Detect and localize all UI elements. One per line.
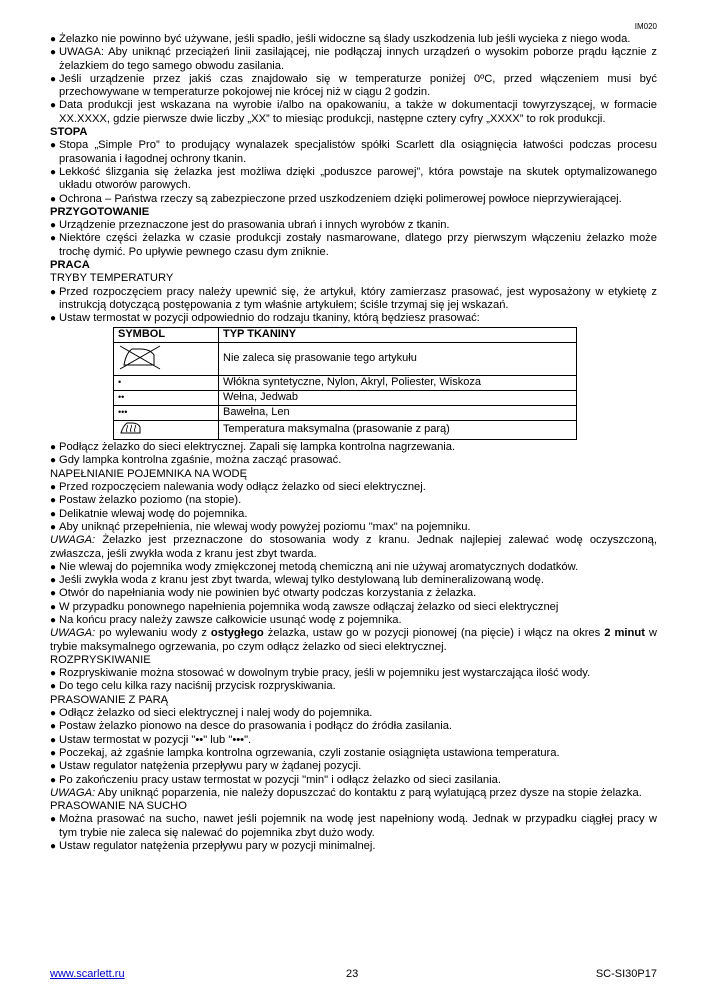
table-row <box>114 390 577 405</box>
list-item: ● Data produkcji jest wskazana na wyrobie i/albo na opakowaniu, a także w dokumentacji towyrzyszącej, w formacie XX.XXXX, gdzie pierwsze dwie liczby „XX” to miesiąc produkcji, następne cztery cyfry „XXXX” to rok produkcji. <box>50 99 657 125</box>
no-iron-icon <box>114 343 210 371</box>
section-heading-praca: PRACA <box>50 259 90 272</box>
list-item: ● Do tego celu kilka razy naciśnij przycisk rozpryskiwania. <box>50 680 336 693</box>
list-item: ● Delikatnie wlewaj wodę do pojemnika. <box>50 507 248 520</box>
table-cell-type: Temperatura maksymalna (prasowanie z parą) <box>219 420 577 439</box>
list-item: ● Rozpryskiwanie można stosować w dowolnym trybie pracy, jeśli w pojemniku jest wystarczająca ilość wody. <box>50 667 591 680</box>
section-heading-stopa: STOPA <box>50 126 88 139</box>
list-item: ● Jeśli zwykła woda z kranu jest zbyt twarda, wlewaj tylko destylowaną lub demineralizowaną wodę. <box>50 574 545 587</box>
list-item: ● Przed rozpoczęciem nalewania wody odłącz żelazko od sieci elektrycznej. <box>50 481 426 494</box>
list-item: ● Niektóre części żelazka w czasie produkcji zostały nasmarowane, dlatego przy pierwszym włączeniu żelazko może trochę dymić. Po upływie pewnego czasu dym zniknie. <box>50 232 657 258</box>
list-item: ● Poczekaj, aż zgaśnie lampka kontrolna ogrzewania, czyli zostanie osiągnięta ustawiona temperatura. <box>50 746 560 759</box>
table-row <box>114 420 577 439</box>
list-item: ● Przed rozpoczęciem pracy należy upewnić się, że artykuł, który zamierzasz prasować, jest wyposażony w etykietę z instrukcją dotyczącą postępowania z tym właśnie artykułem; ściśle trzymaj się jej wskazań. <box>50 285 657 311</box>
page-number: 23 <box>346 968 359 980</box>
section-heading-rozpryskiwanie: ROZPRYSKIWANIE <box>50 653 151 666</box>
list-item: ● Otwór do napełniania wody nie powinien być otwarty podczas korzystania z żelazka. <box>50 587 477 600</box>
table-cell-symbol <box>114 342 219 375</box>
table-row <box>114 342 577 375</box>
list-item: ● Można prasować na sucho, nawet jeśli pojemnik na wodę jest napełniony wodą. Jednak w przypadku ciągłej pracy w tym trybie nie zaleca się nalewać do pojemnika zbyt dużo wody. <box>50 813 657 839</box>
table-cell-symbol: • <box>114 375 219 390</box>
list-item: ● Odłącz żelazko od sieci elektrycznej i nalej wody do pojemnika. <box>50 707 373 720</box>
list-item: ● Ustaw termostat w pozycji "••" lub "•••". <box>50 733 252 746</box>
document-page <box>50 22 657 853</box>
section-heading-napelnianie: NAPEŁNIANIE POJEMNIKA NA WODĘ <box>50 467 248 480</box>
table-cell-symbol <box>114 420 219 439</box>
table-cell-type: Nie zaleca się prasowanie tego artykułu <box>219 342 577 375</box>
model-number: SC-SI30P17 <box>595 968 657 980</box>
table-header-symbol: SYMBOL <box>114 327 219 342</box>
table-cell-type: Bawełna, Len <box>219 405 577 420</box>
list-item: ● Ochrona – Państwa rzeczy są zabezpieczone przed uszkodzeniem dzięki polimerowej powłoce nieprzywierającej. <box>50 192 622 205</box>
list-item: ● Lekkość ślizgania się żelazka jest możliwa dzięki „poduszce parowej”, która powstaje na skutek optymalizowanego układu otworów parowych. <box>50 165 657 192</box>
document-code: IM020 <box>634 22 657 31</box>
table-row <box>114 405 577 420</box>
list-item: ● Urządzenie przeznaczone jest do prasowania ubrań i innych wyrobów z tkanin. <box>50 219 450 232</box>
section-heading-przygotowanie: PRZYGOTOWANIE <box>50 205 150 218</box>
section-heading-prasowanie-na-sucho: PRASOWANIE NA SUCHO <box>50 800 187 813</box>
list-item: ● Podłącz żelazko do sieci elektrycznej. Zapali się lampka kontrolna nagrzewania. <box>50 441 456 454</box>
fabric-symbol-table <box>113 327 577 441</box>
table-cell-symbol: ••• <box>114 405 219 420</box>
intro-list <box>50 33 657 126</box>
list-item: ● Ustaw regulator natężenia przepływu pary w pozycji minimalnej. <box>50 840 376 853</box>
list-item: ● Żelazko nie powinno być używane, jeśli spadło, jeśli widoczne są ślady uszkodzenia lub jeśli wycieka z niego woda. <box>50 33 631 45</box>
list-item: ● Nie wlewaj do pojemnika wody zmiękczonej metodą chemiczną ani nie używaj aromatycznych dodatków. <box>50 560 579 573</box>
list-item: ● Stopa „Simple Pro” to produjący wynalazek specjalistów spółki Scarlett dla osiągnięcia łatwości podczas procesu prasowania i łagodnej ochrony tkanin. <box>50 139 657 165</box>
table-header-type: TYP TKANINY <box>219 327 577 342</box>
table-row <box>114 375 577 390</box>
list-item: ● Gdy lampka kontrolna zgaśnie, można zacząć prasować. <box>50 454 342 467</box>
subheading-tryby: TRYBY TEMPERATURY <box>50 272 174 285</box>
list-item: ● Ustaw regulator natężenia przepływu pary w żądanej pozycji. <box>50 760 362 773</box>
list-item: ● Aby uniknąć przepełnienia, nie wlewaj wody powyżej poziomu "max" na pojemniku. <box>50 520 471 533</box>
warning-note: UWAGA: Aby uniknąć poparzenia, nie należy dopuszczać do kontaktu z parą wylatującą przez dysze na stopie żelazka. <box>50 786 642 799</box>
table-header-row <box>114 327 577 342</box>
list-item: ● Po zakończeniu pracy ustaw termostat w pozycji "min" i odłącz żelazko od sieci zasilania. <box>50 773 501 786</box>
list-item: ● Postaw żelazko poziomo (na stopie). <box>50 494 242 507</box>
list-item: ● Ustaw termostat w pozycji odpowiednio do rodzaju tkaniny, którą będziesz prasować: <box>50 312 480 325</box>
section-heading-prasowanie-z-para: PRASOWANIE Z PARĄ <box>50 693 169 706</box>
list-item: ● Postaw żelazko pionowo na desce do prasowania i podłącz do źródła zasilania. <box>50 720 453 733</box>
list-item: ● Jeśli urządzenie przez jakiś czas znajdowało się w temperaturze poniżej 0ºC, przed włączeniem musi być przechowywane w temperaturze pokojowej nie krócej niż w ciągu 2 godzin. <box>50 72 657 99</box>
list-item: ● W przypadku ponownego napełnienia pojemnika wodą zawsze odłączaj żelazko od sieci elektrycznej <box>50 600 559 613</box>
website-link[interactable]: www.scarlett.ru <box>50 968 125 980</box>
table-cell-type: Wełna, Jedwab <box>219 390 577 405</box>
list-item: ● UWAGA: Aby uniknąć przeciążeń linii zasilającej, nie podłączaj innych urządzeń o wysokim poborze prądu łącznie z żelazkiem do tego samego obwodu zasilania. <box>50 46 657 72</box>
list-item: ● Na końcu pracy należy zawsze całkowicie usunąć wodę z pojemnika. <box>50 613 402 626</box>
steam-iron-icon <box>118 421 146 435</box>
warning-note: UWAGA: Żelazko jest przeznaczone do stosowania wody z kranu. Jednak najlepiej zalewać wodę oczyszczoną, zwłaszcza, jeśli zwykła woda z kranu jest zbyt twarda. <box>50 534 657 560</box>
warning-note: UWAGA: po wylewaniu wody z ostygłego żelazka, ustaw go w pozycji pionowej (na pięcie) i włącz na okres 2 minut w trybie maksymalnego ogrzewania, po czym odłącz żelazko od sieci elektrycznej. <box>50 627 657 653</box>
table-cell-symbol: •• <box>114 390 219 405</box>
table-cell-type: Włókna syntetyczne, Nylon, Akryl, Poliester, Wiskoza <box>219 375 577 390</box>
